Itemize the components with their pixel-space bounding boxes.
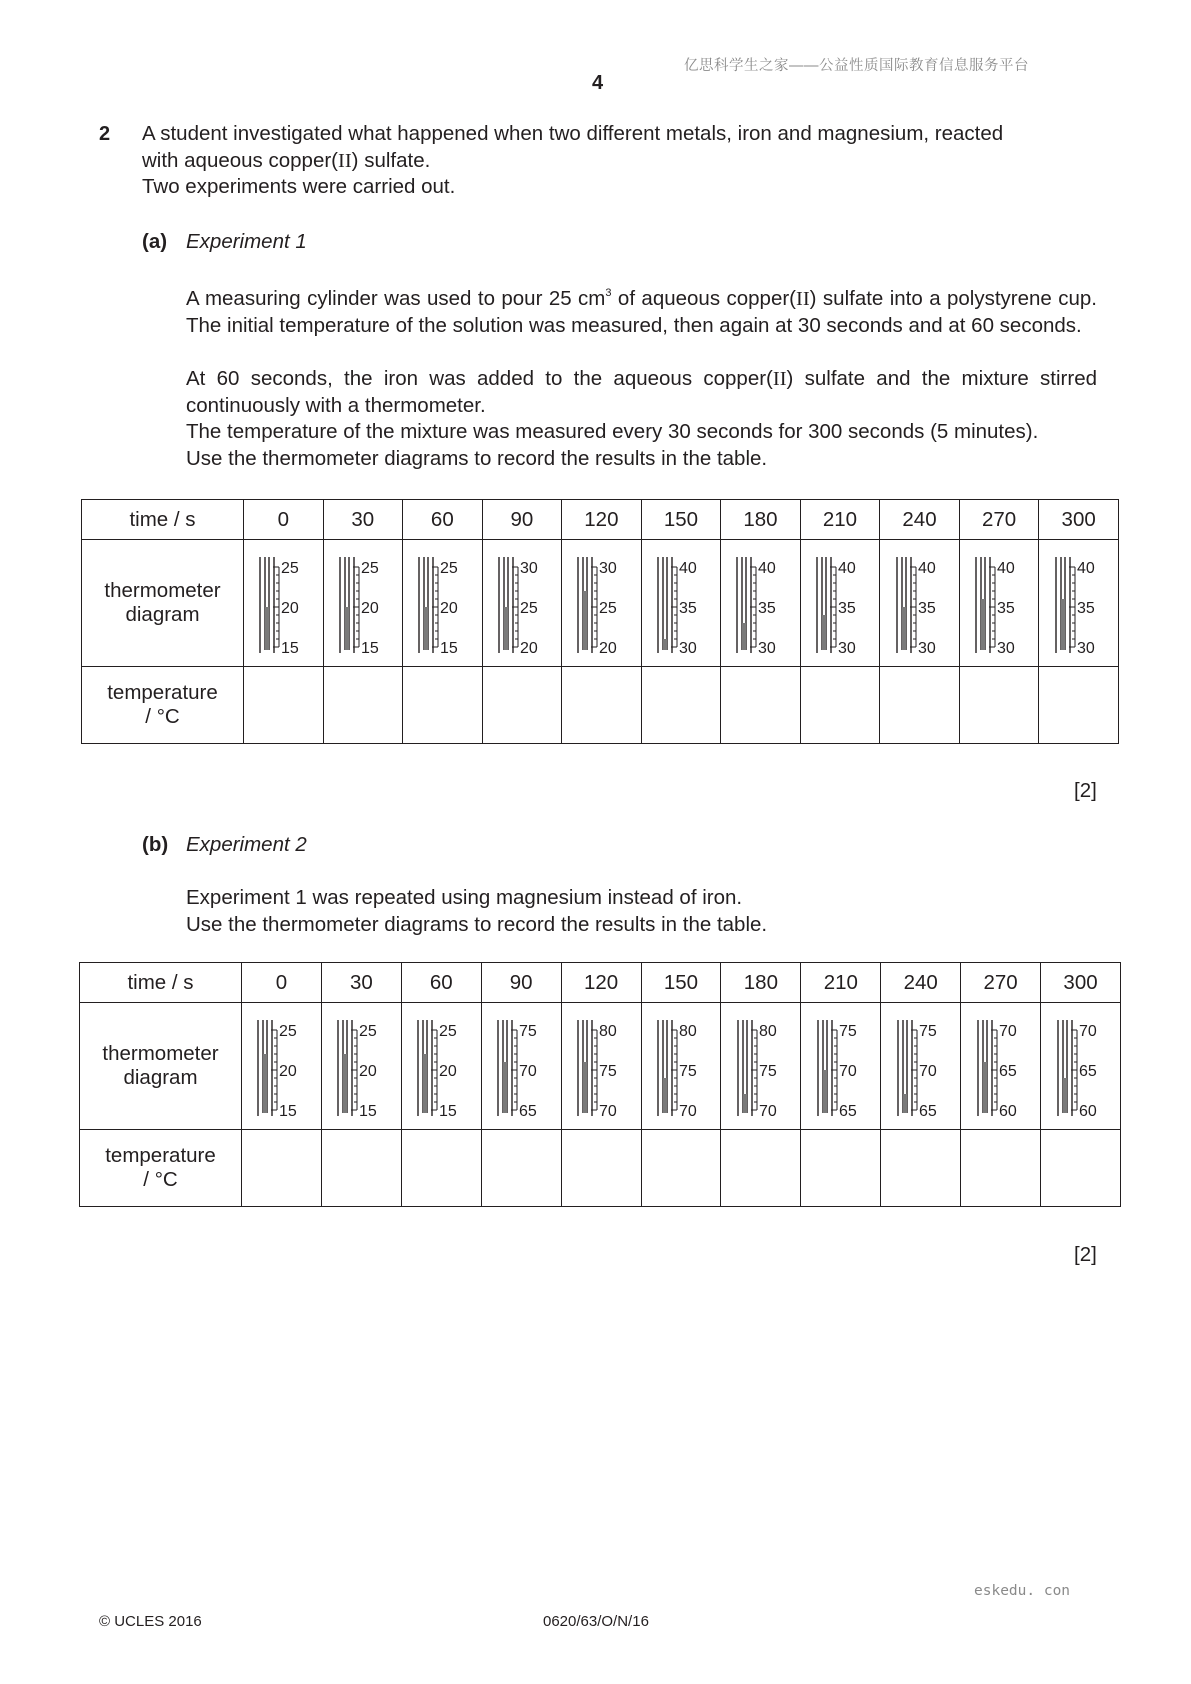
thermometer-cell (403, 540, 483, 667)
temperature-answer-cell[interactable] (641, 1130, 721, 1207)
liquid-column (503, 1062, 507, 1113)
liquid-column (583, 1062, 587, 1113)
scale-label: 75 (838, 1023, 857, 1040)
temperature-header: temperature / °C (82, 667, 244, 744)
scale-label: 30 (519, 560, 538, 577)
temperature-answer-cell[interactable] (481, 1130, 561, 1207)
scale-label: 70 (758, 1103, 777, 1120)
scale-label: 25 (599, 600, 618, 617)
temperature-answer-cell[interactable] (244, 667, 324, 744)
thermometer-diagram (807, 543, 873, 663)
thermometer-cell (321, 1003, 401, 1130)
time-value: 210 (801, 963, 881, 1003)
part-b-title: Experiment 2 (186, 833, 307, 856)
thermometer-diagram (728, 1006, 794, 1126)
scale-label: 70 (918, 1063, 937, 1080)
scale-label: 65 (998, 1063, 1017, 1080)
scale-label: 80 (678, 1023, 697, 1040)
scale-label: 40 (917, 560, 936, 577)
time-value: 90 (481, 963, 561, 1003)
thermometer-diagram (648, 543, 714, 663)
experiment-2-table (79, 962, 1121, 1207)
scale-label: 20 (440, 600, 459, 617)
scale-label: 70 (1078, 1023, 1097, 1040)
temperature-answer-cell[interactable] (562, 667, 642, 744)
scale-label: 65 (1078, 1063, 1097, 1080)
scale-label: 70 (678, 1103, 697, 1120)
scale-label: 20 (599, 640, 618, 657)
temperature-answer-cell[interactable] (321, 1130, 401, 1207)
thermometer-cell (721, 1003, 801, 1130)
scale-label: 20 (279, 1063, 298, 1080)
time-value: 120 (562, 500, 642, 540)
thermometer-cell (323, 540, 403, 667)
time-value: 120 (561, 963, 641, 1003)
thermometer-diagram (648, 1006, 714, 1126)
time-header: time / s (80, 963, 242, 1003)
scale-label: 40 (997, 560, 1015, 577)
thermometer-row (82, 540, 1119, 667)
scale-label: 70 (838, 1063, 857, 1080)
part-b-marks: [2] (1074, 1243, 1097, 1266)
temperature-answer-cell[interactable] (959, 667, 1039, 744)
liquid-column (903, 1094, 907, 1113)
part-b-label: (b) (142, 833, 169, 856)
time-header: time / s (82, 500, 244, 540)
scale-label: 30 (917, 640, 936, 657)
thermometer-cell (481, 1003, 561, 1130)
thermometer-header: thermometer diagram (80, 1003, 242, 1130)
thermometer-diagram (409, 543, 475, 663)
liquid-column (983, 1062, 987, 1113)
liquid-column (902, 607, 906, 650)
thermometer-diagram (568, 543, 634, 663)
temperature-answer-cell[interactable] (403, 667, 483, 744)
question-number: 2 (99, 123, 111, 145)
thermometer-cell (881, 1003, 961, 1130)
scale-label: 20 (359, 1063, 378, 1080)
thermometer-diagram (250, 543, 316, 663)
time-value: 90 (482, 500, 562, 540)
liquid-column (265, 607, 269, 650)
scale-label: 25 (519, 600, 538, 617)
thermometer-header: thermometer diagram (82, 540, 244, 667)
liquid-column (263, 1054, 267, 1113)
time-value: 240 (880, 500, 960, 540)
scale-label: 70 (998, 1023, 1017, 1040)
time-row (82, 500, 1119, 540)
scale-label: 75 (758, 1063, 777, 1080)
scale-label: 20 (519, 640, 538, 657)
thermometer-diagram (248, 1006, 314, 1126)
scale-label: 25 (440, 560, 459, 577)
time-value: 30 (321, 963, 401, 1003)
scale-label: 20 (281, 600, 300, 617)
thermometer-cell (1041, 1003, 1121, 1130)
scale-label: 30 (678, 640, 697, 657)
scale-label: 65 (519, 1103, 537, 1120)
scale-label: 15 (279, 1103, 298, 1120)
scale-label: 40 (837, 560, 856, 577)
temperature-answer-cell[interactable] (323, 667, 403, 744)
scale-label: 65 (838, 1103, 857, 1120)
liquid-column (822, 615, 826, 650)
temperature-row (80, 1130, 1121, 1207)
footer-watermark: eskedu. con (974, 1583, 1071, 1599)
thermometer-cell (242, 1003, 322, 1130)
scale-label: 25 (360, 560, 379, 577)
scale-label: 65 (918, 1103, 937, 1120)
part-b-paragraph (186, 885, 1097, 938)
liquid-column (583, 591, 587, 650)
scale-label: 35 (1076, 600, 1095, 617)
temperature-answer-cell[interactable] (1041, 1130, 1121, 1207)
temperature-answer-cell[interactable] (401, 1130, 481, 1207)
thermometer-cell (880, 540, 960, 667)
thermometer-diagram (330, 543, 396, 663)
thermometer-diagram (568, 1006, 634, 1126)
time-value: 60 (403, 500, 483, 540)
scale-label: 40 (758, 560, 777, 577)
scale-label: 30 (599, 560, 618, 577)
thermometer-diagram (887, 543, 953, 663)
liquid-column (663, 1078, 667, 1113)
footer-paper-code: 0620/63/O/N/16 (543, 1613, 649, 1630)
scale-label: 15 (360, 640, 379, 657)
scale-label: 70 (599, 1103, 617, 1120)
thermometer-cell (961, 1003, 1041, 1130)
scale-label: 75 (678, 1063, 697, 1080)
time-value: 150 (641, 500, 721, 540)
thermometer-diagram (966, 543, 1032, 663)
scale-label: 40 (678, 560, 697, 577)
time-value: 240 (881, 963, 961, 1003)
scale-label: 75 (599, 1063, 617, 1080)
time-value: 270 (961, 963, 1041, 1003)
scale-label: 30 (837, 640, 856, 657)
time-value: 300 (1041, 963, 1121, 1003)
temperature-answer-cell[interactable] (961, 1130, 1041, 1207)
liquid-column (424, 607, 428, 650)
time-value: 0 (244, 500, 324, 540)
liquid-column (742, 623, 746, 650)
liquid-column (1061, 599, 1065, 650)
scale-label: 35 (837, 600, 856, 617)
time-value: 0 (242, 963, 322, 1003)
thermometer-diagram (408, 1006, 474, 1126)
part-a-label: (a) (142, 230, 168, 253)
scale-label: 15 (281, 640, 300, 657)
thermometer-cell (959, 540, 1039, 667)
thermometer-diagram (727, 543, 793, 663)
scale-label: 25 (281, 560, 300, 577)
thermometer-cell (482, 540, 562, 667)
temperature-answer-cell[interactable] (641, 667, 721, 744)
scale-label: 35 (997, 600, 1015, 617)
part-a-paragraph-4: Use the thermometer diagrams to record the results in the table. (186, 447, 768, 470)
part-a-paragraph-3: The temperature of the mixture was measured every 30 seconds for 300 seconds (5 minutes). (186, 420, 1039, 443)
thermometer-cell (800, 540, 880, 667)
time-value: 300 (1039, 500, 1119, 540)
thermometer-cell (401, 1003, 481, 1130)
part-a-paragraph-2: At 60 seconds, the iron was added to the aqueous copper(II) sulfate and the mixture stirred continuously with a thermometer. (186, 367, 1097, 417)
intro-line-1: A student investigated what happened when two different metals, iron and magnesium, reacted (142, 122, 1004, 145)
scale-label: 80 (599, 1023, 617, 1040)
scale-label: 20 (360, 600, 379, 617)
temperature-answer-cell[interactable] (482, 667, 562, 744)
scale-label: 25 (359, 1023, 378, 1040)
intro-line-3: Two experiments were carried out. (142, 175, 456, 198)
thermometer-tube (658, 557, 672, 653)
thermometer-diagram (488, 1006, 554, 1126)
temperature-answer-cell[interactable] (880, 667, 960, 744)
time-row (80, 963, 1121, 1003)
time-value: 180 (721, 963, 801, 1003)
scale-label: 60 (998, 1103, 1017, 1120)
page-number: 4 (592, 72, 604, 94)
thermometer-cell (244, 540, 324, 667)
thermometer-diagram (1046, 543, 1112, 663)
liquid-column (1063, 1078, 1067, 1113)
thermometer-diagram (888, 1006, 954, 1126)
liquid-column (504, 607, 508, 650)
thermometer-diagram (489, 543, 555, 663)
thermometer-cell (561, 1003, 641, 1130)
time-value: 60 (401, 963, 481, 1003)
question-intro (142, 121, 1097, 201)
footer-copyright: © UCLES 2016 (99, 1613, 202, 1630)
time-value: 210 (800, 500, 880, 540)
scale-label: 75 (918, 1023, 937, 1040)
part-a-marks: [2] (1074, 779, 1097, 802)
thermometer-cell (1039, 540, 1119, 667)
scale-label: 80 (758, 1023, 777, 1040)
experiment-1-table (81, 499, 1119, 744)
thermometer-cell (721, 540, 801, 667)
scale-label: 35 (758, 600, 777, 617)
scale-label: 15 (359, 1103, 378, 1120)
thermometer-cell (801, 1003, 881, 1130)
thermometer-cell (562, 540, 642, 667)
scale-label: 35 (917, 600, 936, 617)
scale-label: 60 (1078, 1103, 1097, 1120)
scale-label: 35 (678, 600, 697, 617)
part-a-paragraph-1: A measuring cylinder was used to pour 25 $cm^3$ of aqueous copper(II) sulfate into a polystyrene cup. The initial temperature of the solution was measured, then again at 30 seconds and at 60 seconds. (186, 287, 1097, 337)
scale-label: 25 (439, 1023, 458, 1040)
thermometer-cell (641, 540, 721, 667)
header-watermark: 亿思科学生之家——公益性质国际教育信息服务平台 (684, 58, 1029, 74)
scale-label: 30 (997, 640, 1015, 657)
temperature-answer-cell[interactable] (561, 1130, 641, 1207)
temperature-header: temperature / °C (80, 1130, 242, 1207)
scale-label: 75 (519, 1023, 537, 1040)
temperature-answer-cell[interactable] (881, 1130, 961, 1207)
thermometer-diagram (968, 1006, 1034, 1126)
scale-label: 25 (279, 1023, 298, 1040)
liquid-column (981, 599, 985, 650)
scale-label: 40 (1076, 560, 1095, 577)
scale-label: 70 (519, 1063, 537, 1080)
temperature-answer-cell[interactable] (721, 1130, 801, 1207)
intro-line-2: with aqueous copper(II) sulfate. (142, 148, 431, 172)
scale-label: 30 (1076, 640, 1095, 657)
thermometer-cell (641, 1003, 721, 1130)
scale-label: 15 (440, 640, 459, 657)
time-value: 180 (721, 500, 801, 540)
thermometer-diagram (328, 1006, 394, 1126)
scale-label: 15 (439, 1103, 458, 1120)
time-value: 150 (641, 963, 721, 1003)
liquid-column (743, 1094, 747, 1113)
temperature-answer-cell[interactable] (801, 1130, 881, 1207)
time-value: 270 (959, 500, 1039, 540)
temperature-answer-cell[interactable] (1039, 667, 1119, 744)
liquid-column (343, 1054, 347, 1113)
temperature-row (82, 667, 1119, 744)
temperature-answer-cell[interactable] (800, 667, 880, 744)
temperature-answer-cell[interactable] (721, 667, 801, 744)
scale-label: 20 (439, 1063, 458, 1080)
time-value: 30 (323, 500, 403, 540)
scale-label: 30 (758, 640, 777, 657)
liquid-column (823, 1070, 827, 1113)
thermometer-diagram (808, 1006, 874, 1126)
thermometer-row (80, 1003, 1121, 1130)
temperature-answer-cell[interactable] (242, 1130, 322, 1207)
part-b-line-1: Experiment 1 was repeated using magnesium instead of iron. (186, 886, 743, 909)
liquid-column (345, 607, 349, 650)
liquid-column (423, 1054, 427, 1113)
part-b-line-2: Use the thermometer diagrams to record the results in the table. (186, 912, 768, 936)
liquid-column (663, 639, 667, 650)
part-a-title: Experiment 1 (186, 230, 307, 253)
thermometer-diagram (1048, 1006, 1114, 1126)
